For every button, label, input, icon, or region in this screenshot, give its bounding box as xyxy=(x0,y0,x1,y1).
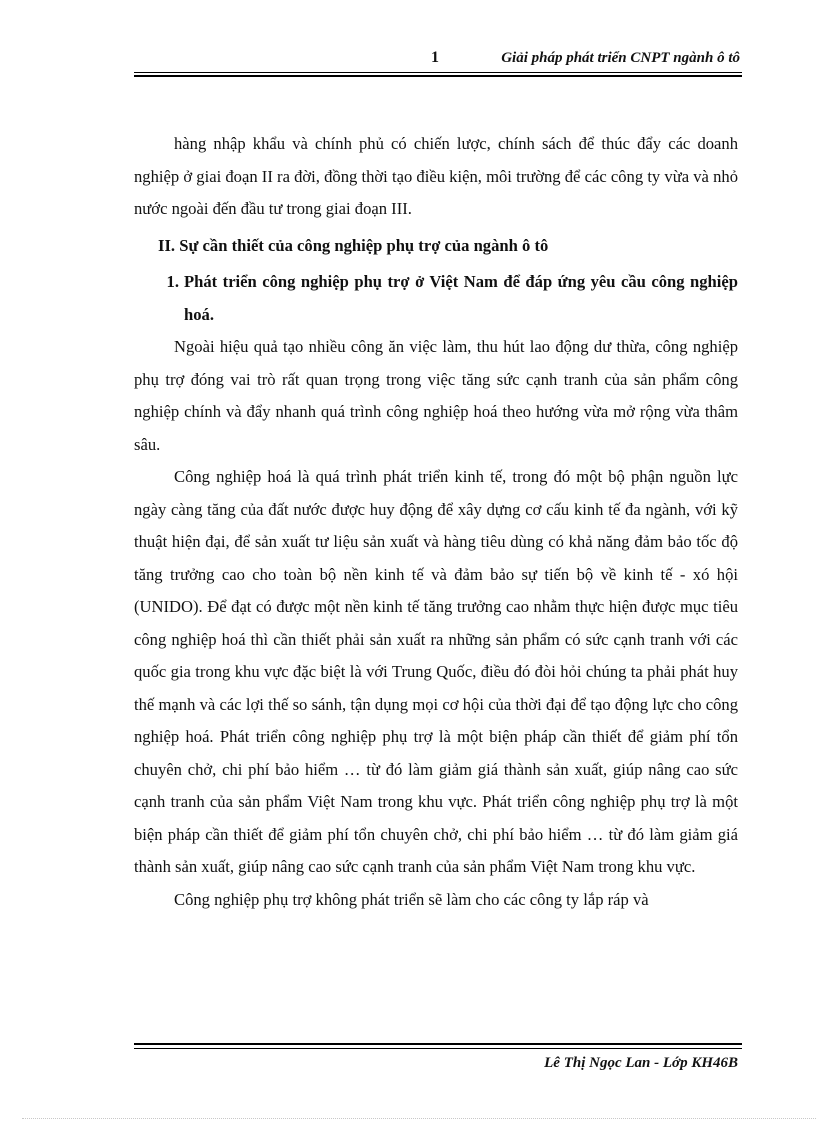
page-footer xyxy=(134,1053,742,1077)
header-rule-thin xyxy=(134,72,742,73)
subsection-title: Phát triển công nghiệp phụ trợ ở Việt Nam để đáp ứng yêu cầu công nghiệp hoá. xyxy=(184,272,738,324)
document-body xyxy=(134,128,738,916)
footer-rule-thick xyxy=(134,1043,742,1045)
header-title: Giải pháp phát triển CNPT ngành ô tô xyxy=(501,50,740,66)
header-rule-thick xyxy=(134,75,742,77)
section-heading: II. Sự cần thiết của công nghiệp phụ trợ của ngành ô tô xyxy=(158,235,549,255)
footer-rule-thin xyxy=(134,1048,742,1049)
paragraph-continued: hàng nhập khẩu và chính phủ có chiến lược, chính sách để thúc đẩy các doanh nghiệp ở giai đoạn II ra đời, đồng thời tạo điều kiện, môi trường để các công ty vừa và nhỏ nước ngoài đến đầu tư trong giai đoạn III. xyxy=(134,134,738,218)
subsection-heading xyxy=(134,266,738,331)
footer-author: Lê Thị Ngọc Lan - Lớp KH46B xyxy=(544,1055,738,1071)
subsection-number: 1. xyxy=(166,272,179,291)
page-edge-divider xyxy=(22,1118,816,1119)
paragraph: Công nghiệp phụ trợ không phát triển sẽ làm cho các công ty lắp ráp và xyxy=(174,889,649,909)
page-header xyxy=(134,48,742,72)
paragraph: Công nghiệp hoá là quá trình phát triển kinh tế, trong đó một bộ phận nguồn lực ngày càng tăng của đất nước được huy động để xây dựng cơ cấu kinh tế đa ngành, với kỹ thuật hiện đại, để sản xuất tư liệu sản xuất và hàng tiêu dùng có khả năng đảm bảo tốc độ tăng trưởng cao cho toàn bộ nền kinh tế và đảm bảo sự tiến bộ về kinh tế - xó hội (UNIDO). Để đạt có được một nền kinh tế tăng trưởng cao nhằm thực hiện được mục tiêu công nghiệp hoá thì cần thiết phải sản xuất ra những sản phẩm có sức cạnh tranh với các quốc gia trong khu vực đặc biệt là với Trung Quốc, điều đó đòi hỏi chúng ta phải phát huy thế mạnh và các lợi thế so sánh, tận dụng mọi cơ hội của thời đại để tạo động lực cho công nghiệp hoá. Phát triển công nghiệp phụ trợ là một biện pháp cần thiết để giảm phí tổn chuyên chở, chi phí bảo hiểm … từ đó làm giảm giá thành sản xuất, giúp nâng cao sức cạnh tranh của sản phẩm Việt Nam trong khu vực. Phát triển công nghiệp phụ trợ là một biện pháp cần thiết để giảm phí tổn chuyên chở, chi phí bảo hiểm … từ đó làm giảm giá thành sản xuất, giúp nâng cao sức cạnh tranh của sản phẩm Việt Nam trong khu vực. xyxy=(134,467,738,876)
paragraph: Ngoài hiệu quả tạo nhiều công ăn việc làm, thu hút lao động dư thừa, công nghiệp phụ trợ đóng vai trò rất quan trọng trong việc tăng sức cạnh tranh của sản phẩm công nghiệp chính và đẩy nhanh quá trình công nghiệp hoá theo hướng vừa mở rộng vừa thâm sâu. xyxy=(134,337,738,454)
page-number: 1 xyxy=(431,49,439,66)
